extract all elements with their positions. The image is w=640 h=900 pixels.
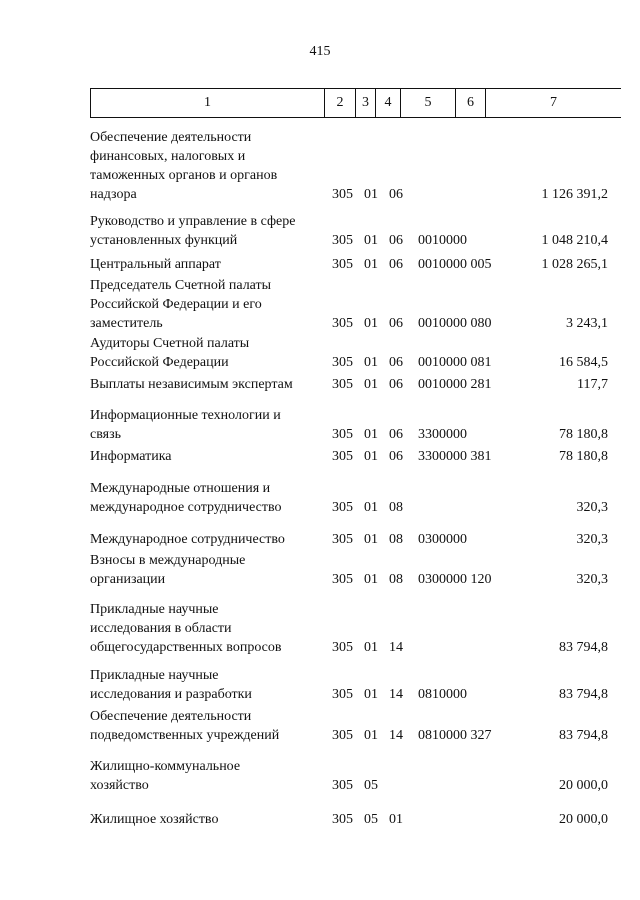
row-code-3: 01	[364, 728, 378, 743]
row-code-5: 3300000 381	[418, 449, 492, 464]
row-name: Жилищное хозяйство	[90, 812, 219, 827]
row-code-4: 06	[389, 427, 403, 442]
row-code-3: 01	[364, 355, 378, 370]
row-code-2: 305	[332, 449, 353, 464]
row-code-3: 05	[364, 812, 378, 827]
row-name: Прикладные научные исследования в области общегосударственных вопросов	[90, 602, 282, 655]
row-amount: 1 126 391,2	[541, 187, 608, 202]
row-name: Руководство и управление в сфере установленных функций	[90, 214, 296, 248]
row-code-3: 01	[364, 640, 378, 655]
row-code-5: 0810000 327	[418, 728, 492, 743]
row-name: Центральный аппарат	[90, 257, 221, 272]
row-code-4: 14	[389, 728, 403, 743]
row-code-5: 3300000	[418, 427, 467, 442]
row-code-4: 08	[389, 572, 403, 587]
row-code-5: 0010000 005	[418, 257, 492, 272]
row-code-5: 0010000	[418, 233, 467, 248]
row-code-3: 01	[364, 233, 378, 248]
row-code-4: 08	[389, 532, 403, 547]
row-name: Информатика	[90, 449, 172, 464]
row-code-2: 305	[332, 355, 353, 370]
row-code-2: 305	[332, 532, 353, 547]
row-code-3: 01	[364, 257, 378, 272]
header-col-4: 4	[376, 89, 401, 117]
row-code-2: 305	[332, 500, 353, 515]
row-code-2: 305	[332, 187, 353, 202]
row-code-2: 305	[332, 233, 353, 248]
header-col-1: 1	[91, 89, 325, 117]
row-code-5: 0810000	[418, 687, 467, 702]
header-col-5: 5	[401, 89, 456, 117]
row-amount: 78 180,8	[559, 427, 608, 442]
row-code-2: 305	[332, 640, 353, 655]
row-code-3: 01	[364, 377, 378, 392]
row-code-5: 0300000 120	[418, 572, 492, 587]
row-code-4: 06	[389, 233, 403, 248]
row-code-3: 01	[364, 500, 378, 515]
row-amount: 16 584,5	[559, 355, 608, 370]
row-code-4: 06	[389, 187, 403, 202]
row-name: Информационные технологии и связь	[90, 408, 281, 442]
row-amount: 320,3	[576, 500, 608, 515]
row-code-5: 0010000 080	[418, 316, 492, 331]
row-name: Обеспечение деятельности финансовых, налоговых и таможенных органов и органов надзора	[90, 130, 278, 202]
row-amount: 83 794,8	[559, 640, 608, 655]
row-code-4: 06	[389, 316, 403, 331]
row-code-2: 305	[332, 377, 353, 392]
header-col-6: 6	[456, 89, 486, 117]
row-code-2: 305	[332, 728, 353, 743]
row-code-4: 06	[389, 355, 403, 370]
row-code-5: 0010000 081	[418, 355, 492, 370]
row-code-5: 0300000	[418, 532, 467, 547]
row-code-2: 305	[332, 257, 353, 272]
row-amount: 1 028 265,1	[541, 257, 608, 272]
row-amount: 3 243,1	[566, 316, 608, 331]
header-col-2: 2	[325, 89, 356, 117]
row-code-3: 01	[364, 449, 378, 464]
row-name: Прикладные научные исследования и разработки	[90, 668, 252, 702]
row-name: Жилищно-коммунальное хозяйство	[90, 759, 241, 793]
row-code-2: 305	[332, 427, 353, 442]
row-code-3: 01	[364, 427, 378, 442]
row-code-4: 14	[389, 687, 403, 702]
row-code-3: 01	[364, 316, 378, 331]
row-amount: 83 794,8	[559, 728, 608, 743]
row-code-3: 01	[364, 532, 378, 547]
row-name: Председатель Счетной палаты Российской Федерации и его заместитель	[90, 278, 272, 331]
row-code-3: 01	[364, 687, 378, 702]
row-amount: 83 794,8	[559, 687, 608, 702]
row-code-5: 0010000 281	[418, 377, 492, 392]
row-code-4: 14	[389, 640, 403, 655]
header-col-3: 3	[356, 89, 376, 117]
row-name: Аудиторы Счетной палаты Российской Федерации	[90, 336, 250, 370]
row-code-3: 05	[364, 778, 378, 793]
row-amount: 20 000,0	[559, 812, 608, 827]
row-code-3: 01	[364, 572, 378, 587]
row-code-3: 01	[364, 187, 378, 202]
row-amount: 78 180,8	[559, 449, 608, 464]
row-code-2: 305	[332, 572, 353, 587]
row-code-2: 305	[332, 778, 353, 793]
row-code-4: 06	[389, 377, 403, 392]
row-amount: 117,7	[577, 377, 608, 392]
row-code-2: 305	[332, 687, 353, 702]
row-name: Взносы в международные организации	[90, 553, 246, 587]
row-code-4: 01	[389, 812, 403, 827]
row-name: Обеспечение деятельности подведомственных учреждений	[90, 709, 280, 743]
row-code-4: 06	[389, 449, 403, 464]
row-code-2: 305	[332, 316, 353, 331]
row-amount: 320,3	[576, 532, 608, 547]
row-amount: 20 000,0	[559, 778, 608, 793]
row-name: Международное сотрудничество	[90, 532, 285, 547]
row-name: Выплаты независимым экспертам	[90, 377, 293, 392]
row-code-4: 08	[389, 500, 403, 515]
page-number: 415	[309, 44, 331, 59]
row-name: Международные отношения и международное сотрудничество	[90, 481, 282, 515]
header-col-7: 7	[550, 95, 557, 110]
row-code-4: 06	[389, 257, 403, 272]
row-amount: 320,3	[576, 572, 608, 587]
row-amount: 1 048 210,4	[541, 233, 608, 248]
row-code-2: 305	[332, 812, 353, 827]
